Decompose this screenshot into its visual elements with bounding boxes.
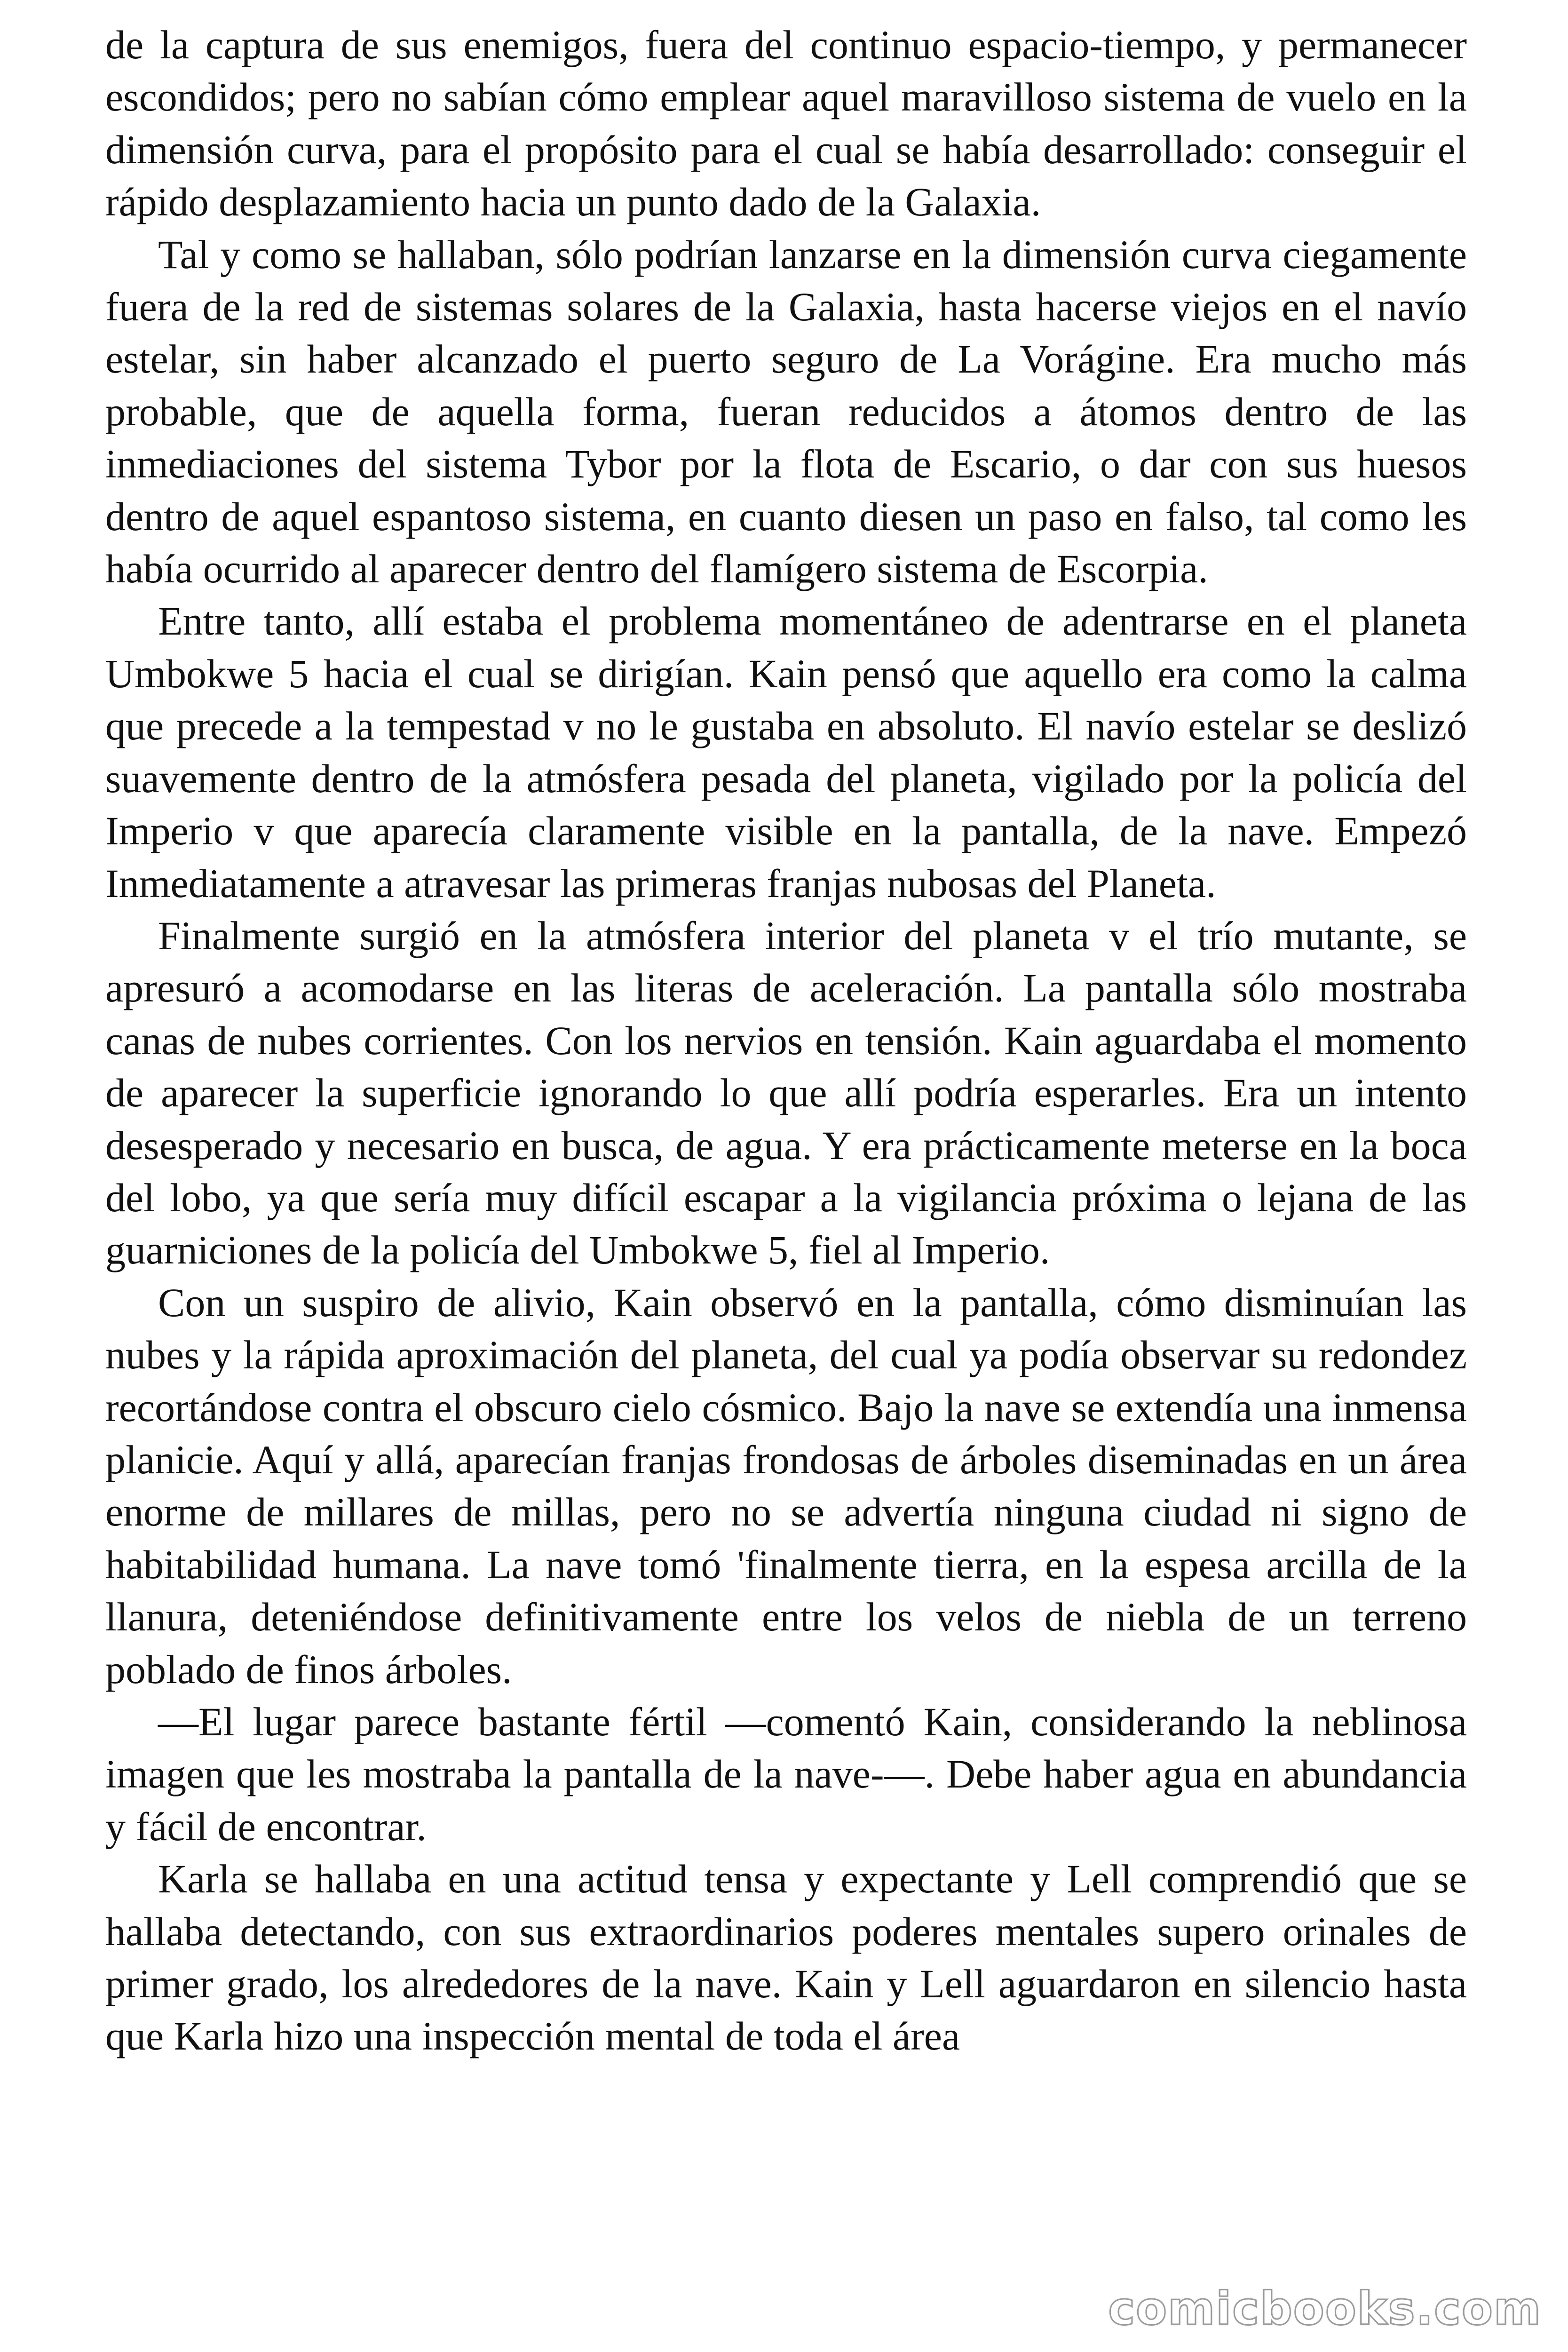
watermark-logo: comicbooks.com [1108, 2282, 1542, 2335]
paragraph-7: Karla se hallaba en una actitud tensa y expectante y Lell comprendió que se hallaba detectando, con sus extraordinarios poderes mentales supero orinales de primer grado, los alrededores de la nave. Kain y Lell aguardaron en silencio hasta que Karla hizo una inspección mental de toda el área [105, 1856, 1467, 2059]
paragraph-3: Entre tanto, allí estaba el problema momentáneo de adentrarse en el planeta Umbokwe 5 hacia el cual se dirigían. Kain pensó que aquello era como la calma que precede a la tempestad v no le gustaba en absoluto. El navío estelar se deslizó suavemente dentro de la atmósfera pesada del planeta, vigilado por la policía del Imperio v que aparecía claramente visible en la pantalla, de la nave. Empezó Inmediatamente a atravesar las primeras franjas nubosas del Planeta. [105, 598, 1467, 906]
paragraph-1: de la captura de sus enemigos, fuera del continuo espacio-tiempo, y permanecer escondidos; pero no sabían cómo emplear aquel maravilloso sistema de vuelo en la dimensión curva, para el propósito para el cual se había desarrollado: conseguir el rápido desplazamiento hacia un punto dado de la Galaxia. [105, 22, 1467, 225]
paragraph-4: Finalmente surgió en la atmósfera interior del planeta v el trío mutante, se apresuró a acomodarse en las literas de aceleración. La pantalla sólo mostraba canas de nubes corrientes. Con los nervios en tensión. Kain aguardaba el momento de aparecer la superficie ignorando lo que allí podría esperarles. Era un intento desesperado y necesario en busca, de agua. Y era prácticamente meterse en la boca del lobo, ya que sería muy difícil escapar a la vigilancia próxima o lejana de las guarniciones de la policía del Umbokwe 5, fiel al Imperio. [105, 913, 1467, 1273]
paragraph-6: —El lugar parece bastante fértil —comentó Kain, considerando la neblinosa imagen que les mostraba la pantalla de la nave-—. Debe haber agua en abundancia y fácil de encontrar. [105, 1699, 1467, 1849]
paragraph-5: Con un suspiro de alivio, Kain observó en la pantalla, cómo disminuían las nubes y la rápida aproximación del planeta, del cual ya podía observar su redondez recortándose contra el obscuro cielo cósmico. Bajo la nave se extendía una inmensa planicie. Aquí y allá, aparecían franjas frondosas de árboles diseminadas en un área enorme de millares de millas, pero no se advertía ninguna ciudad ni signo de habitabilidad humana. La nave tomó 'finalmente tierra, en la espesa arcilla de la llanura, deteniéndose definitivamente entre los velos de niebla de un terreno poblado de finos árboles. [105, 1279, 1467, 1692]
paragraph-2: Tal y como se hallaban, sólo podrían lanzarse en la dimensión curva ciegamente fuera de la red de sistemas solares de la Galaxia, hasta hacerse viejos en el navío estelar, sin haber alcanzado el puerto seguro de La Vorágine. Era mucho más probable, que de aquella forma, fueran reducidos a átomos dentro de las inmediaciones del sistema Tybor por la flota de Escario, o dar con sus huesos dentro de aquel espantoso sistema, en cuanto diesen un paso en falso, tal como les había ocurrido al aparecer dentro del flamígero sistema de Escorpia. [105, 231, 1467, 592]
page-body [105, 19, 1467, 2063]
